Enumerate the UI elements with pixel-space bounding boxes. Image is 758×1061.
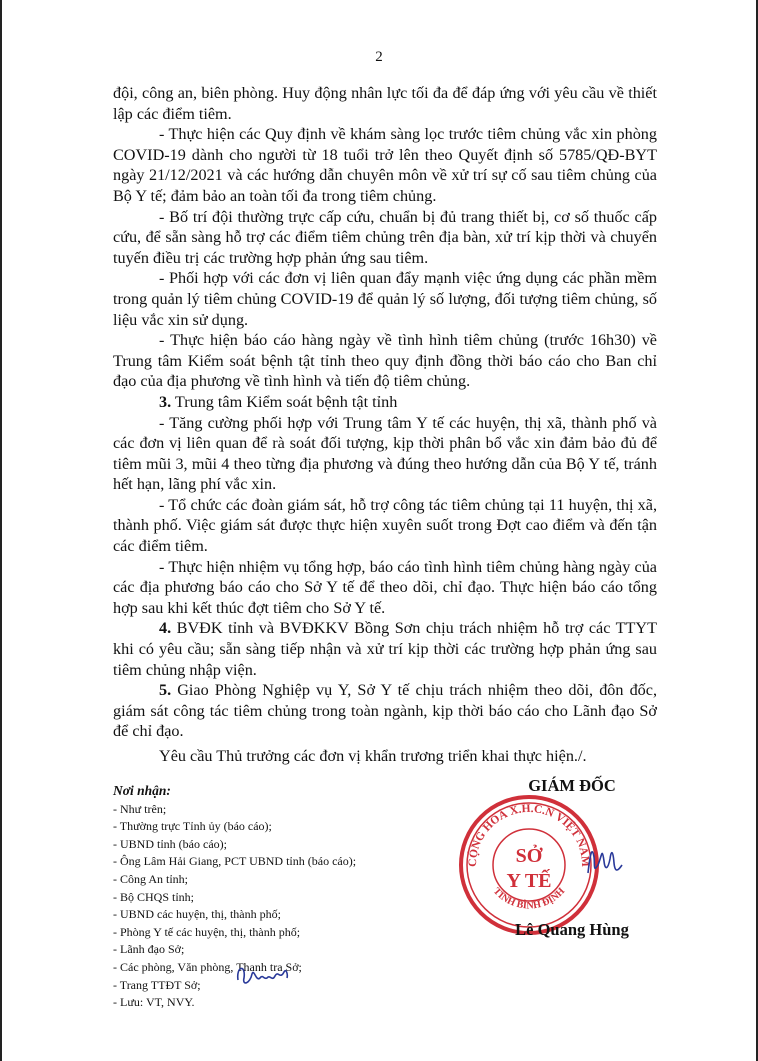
paragraph-text: đội, công an, biên phòng. Huy động nhân lực tối đa để đáp ứng với yêu cầu về thiết lập các điểm tiêm. [113, 84, 657, 123]
recipient-item: - Phòng Y tế các huyện, thị, thành phố; [113, 924, 301, 939]
recipient-item: - Lãnh đạo Sở; [113, 942, 185, 957]
paragraph-text: - Tổ chức các đoàn giám sát, hỗ trợ công tác tiêm chủng tại 11 huyện, thị xã, thành phố. Việc giám sát được thực hiện xuyên suốt trong Đợt cao điểm và đến tận các điểm tiêm. [113, 495, 657, 556]
body-paragraph [113, 124, 657, 206]
svg-text:CỘNG HOÀ X.H.C.N VIỆT NAM: CỘNG HOÀ X.H.C.N VIỆT NAM [466, 802, 592, 868]
signer-title: GIÁM ĐỐC [528, 776, 616, 795]
body-paragraph [113, 495, 657, 557]
svg-text:TỈNH BÌNH ĐỊNH: TỈNH BÌNH ĐỊNH [490, 885, 568, 912]
recipient-item: - Công An tỉnh; [113, 871, 189, 886]
paragraph-text: BVĐK tỉnh và BVĐKKV Bồng Sơn chịu trách nhiệm hỗ trợ các TTYT khi có yêu cầu; sẵn sàng tiếp nhận và xử trí kịp thời các trường hợp phản ứng sau tiêm chủng nhập viện. [113, 619, 657, 679]
paragraph-text: - Tăng cường phối hợp với Trung tâm Y tế các huyện, thị xã, thành phố và các đơn vị liên quan để rà soát đối tượng, kịp thời phân bổ vắc xin đảm bảo đủ để tiêm mũi 3, mũi 4 theo từng địa phương và đúng theo hướng dẫn của Bộ Y tế, tránh hết hạn, lãng phí vắc xin. [113, 413, 657, 494]
recipient-item: - Bộ CHQS tỉnh; [113, 889, 195, 904]
paragraph-text: - Thực hiện các Quy định về khám sàng lọc trước tiêm chủng vắc xin phòng COVID-19 dành cho người từ 18 tuổi trở lên theo Quyết định số 5785/QĐ-BYT ngày 21/12/2021 và các hướng dẫn chuyên môn về xử trí sự cố sau tiêm chủng của Bộ Y tế; đảm bảo an toàn tối đa trong tiêm chủng. [113, 125, 657, 205]
paragraph-text: - Bố trí đội thường trực cấp cứu, chuẩn bị đủ trang thiết bị, cơ số thuốc cấp cứu, để sẵn sàng hỗ trợ các điểm tiêm chủng trên địa bàn, xử trí kịp thời và chuyển tuyến điều trị các trường hợp phản ứng sau tiêm. [113, 207, 657, 267]
signer-name: Lê Quang Hùng [515, 920, 629, 939]
body-paragraph [113, 268, 657, 330]
recipient-item: - Trang TTĐT Sở; [113, 977, 201, 992]
svg-text:Y TẾ: Y TẾ [506, 870, 552, 892]
recipients-title: Nơi nhận: [113, 783, 171, 798]
document-body [113, 83, 657, 767]
paragraph-text: - Thực hiện nhiệm vụ tổng hợp, báo cáo tình hình tiêm chủng hàng ngày của các địa phương báo cáo cho Sở Y tế để theo dõi, chỉ đạo. Thực hiện báo cáo tổng hợp sau khi kết thúc đợt tiêm cho Sở Y tế. [113, 557, 657, 617]
section-number: 3. [159, 392, 172, 411]
section-number: 4. [159, 619, 172, 638]
recipient-item: - UBND các huyện, thị, thành phố; [113, 907, 281, 922]
recipient-item: - UBND tỉnh (báo cáo); [113, 836, 227, 851]
recipient-item: - Ông Lâm Hải Giang, PCT UBND tỉnh (báo cáo); [113, 854, 357, 869]
section-heading [113, 618, 657, 680]
body-paragraph [113, 413, 657, 495]
initial-signature [232, 960, 292, 990]
paragraph-text: Yêu cầu Thủ trưởng các đơn vị khẩn trương triển khai thực hiện./. [159, 747, 587, 765]
section-number: 5. [159, 681, 172, 700]
recipient-item: - Như trên; [113, 801, 167, 816]
paragraph-text: - Thực hiện báo cáo hàng ngày về tình hình tiêm chủng (trước 16h30) về Trung tâm Kiểm soát bệnh tật tỉnh theo quy định đồng thời báo cáo cho Ban chỉ đạo của địa phương về tình hình và tiến độ tiêm chủng. [113, 331, 657, 391]
svg-text:SỞ: SỞ [515, 845, 543, 867]
body-paragraph [113, 557, 657, 619]
paragraph-text: Trung tâm Kiểm soát bệnh tật tỉnh [171, 392, 398, 411]
recipient-item: - Thường trực Tỉnh ủy (báo cáo); [113, 819, 272, 834]
paragraph-text: - Phối hợp với các đơn vị liên quan đẩy mạnh việc ứng dụng các phần mềm trong quản lý tiêm chủng COVID-19 để quản lý số lượng, đối tượng tiêm chủng, số liệu vắc xin sử dụng. [113, 269, 657, 329]
director-signature [580, 835, 630, 885]
section-heading [113, 680, 657, 742]
recipient-item: - Các phòng, Văn phòng, Thanh tra Sở; [113, 959, 302, 974]
section-heading [113, 392, 657, 413]
paragraph-text: Giao Phòng Nghiệp vụ Y, Sở Y tế chịu trách nhiệm theo dõi, đôn đốc, giám sát công tác tiêm chủng trong toàn ngành, kịp thời báo cáo cho Lãnh đạo Sở để chỉ đạo. [113, 681, 657, 741]
body-paragraph [113, 83, 657, 124]
body-paragraph [113, 330, 657, 392]
body-paragraph [113, 207, 657, 269]
recipient-item: - Lưu: VT, NVY. [113, 995, 195, 1010]
page-number: 2 [375, 49, 383, 65]
body-paragraph [113, 746, 657, 767]
